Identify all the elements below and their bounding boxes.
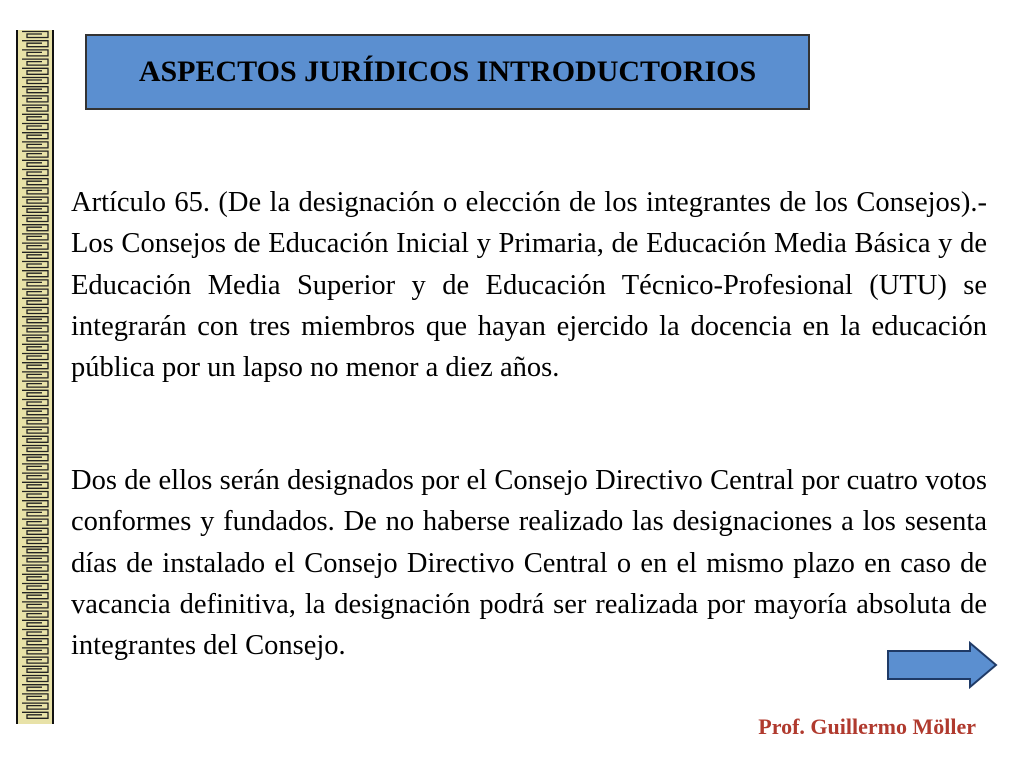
greek-key-unit: [22, 666, 48, 672]
greek-key-unit: [22, 482, 48, 488]
greek-key-unit: [22, 455, 48, 461]
greek-key-unit: [22, 252, 48, 258]
greek-key-pattern: [18, 30, 52, 724]
greek-key-unit: [22, 538, 48, 544]
title-box: [85, 34, 810, 110]
greek-key-unit: [22, 547, 48, 553]
greek-key-unit: [22, 50, 48, 56]
greek-key-unit: [22, 574, 48, 580]
greek-key-unit: [22, 179, 48, 185]
greek-key-unit: [22, 501, 48, 507]
greek-key-unit: [22, 206, 48, 212]
greek-key-unit: [22, 271, 48, 277]
arrow-right-icon[interactable]: [886, 641, 998, 689]
greek-key-unit: [22, 124, 48, 130]
greek-key-unit: [22, 565, 48, 571]
greek-key-unit: [22, 289, 48, 295]
greek-key-unit: [22, 170, 48, 176]
greek-key-unit: [22, 418, 48, 424]
greek-key-unit: [22, 197, 48, 203]
greek-key-unit: [22, 68, 48, 74]
greek-key-unit: [22, 133, 48, 139]
greek-key-unit: [22, 712, 48, 718]
greek-key-unit: [22, 390, 48, 396]
greek-key-unit: [22, 703, 48, 709]
greek-key-unit: [22, 298, 48, 304]
greek-key-unit: [22, 611, 48, 617]
greek-key-unit: [22, 114, 48, 120]
designation-paragraph: Dos de ellos serán designados por el Consejo Directivo Central por cuatro votos conformes y fundados. De no haberse realizado las designaciones a los sesenta días de instalado el Consejo Directivo Central o en el mismo plazo en caso de vacancia definitiva, la designación podrá ser realizada por mayoría absoluta de integrantes del Consejo.: [71, 465, 987, 662]
greek-key-unit: [22, 492, 48, 498]
greek-key-unit: [22, 400, 48, 406]
greek-key-unit: [22, 151, 48, 157]
greek-key-unit: [22, 317, 48, 323]
greek-key-unit: [22, 344, 48, 350]
greek-key-unit: [22, 372, 48, 378]
greek-key-unit: [22, 685, 48, 691]
greek-key-unit: [22, 602, 48, 608]
greek-key-unit: [22, 473, 48, 479]
greek-key-unit: [22, 354, 48, 360]
slide-title: ASPECTOS JURÍDICOS INTRODUCTORIOS: [138, 55, 757, 88]
greek-key-unit: [22, 510, 48, 516]
greek-key-unit: [22, 234, 48, 240]
greek-key-unit: [22, 363, 48, 369]
greek-key-unit: [22, 188, 48, 194]
greek-key-unit: [22, 630, 48, 636]
greek-key-unit: [22, 409, 48, 415]
greek-key-unit: [22, 243, 48, 249]
greek-key-unit: [22, 436, 48, 442]
greek-key-unit: [22, 78, 48, 84]
greek-key-unit: [22, 528, 48, 534]
greek-key-unit: [22, 160, 48, 166]
greek-key-unit: [22, 105, 48, 111]
greek-key-unit: [22, 335, 48, 341]
greek-key-unit: [22, 657, 48, 663]
greek-key-unit: [22, 308, 48, 314]
greek-key-unit: [22, 216, 48, 222]
greek-key-unit: [22, 464, 48, 470]
greek-key-unit: [22, 96, 48, 102]
greek-key-border: [16, 30, 54, 724]
greek-key-unit: [22, 32, 48, 38]
greek-key-unit: [22, 142, 48, 148]
greek-key-unit: [22, 620, 48, 626]
greek-key-unit: [22, 381, 48, 387]
greek-key-unit: [22, 676, 48, 682]
greek-key-unit: [22, 87, 48, 93]
greek-key-unit: [22, 639, 48, 645]
greek-key-unit: [22, 648, 48, 654]
greek-key-unit: [22, 593, 48, 599]
greek-key-unit: [22, 519, 48, 525]
greek-key-unit: [22, 280, 48, 286]
greek-key-unit: [22, 556, 48, 562]
greek-key-unit: [22, 427, 48, 433]
greek-key-unit: [22, 694, 48, 700]
greek-key-unit: [22, 326, 48, 332]
greek-key-unit: [22, 225, 48, 231]
greek-key-unit: [22, 584, 48, 590]
greek-key-unit: [22, 59, 48, 65]
article-paragraph: Artículo 65. (De la designación o elección de los integrantes de los Consejos).- Los Consejos de Educación Inicial y Primaria, de Educación Media Básica y de Educación Media Superior y de Educación Técnico-Profesional (UTU) se integrarán con tres miembros que hayan ejercido la docencia en la educación pública por un lapso no menor a diez años.: [71, 187, 987, 384]
greek-key-unit: [22, 446, 48, 452]
greek-key-unit: [22, 262, 48, 268]
greek-key-unit: [22, 41, 48, 47]
author-credit: Prof. Guillermo Möller: [758, 714, 976, 739]
